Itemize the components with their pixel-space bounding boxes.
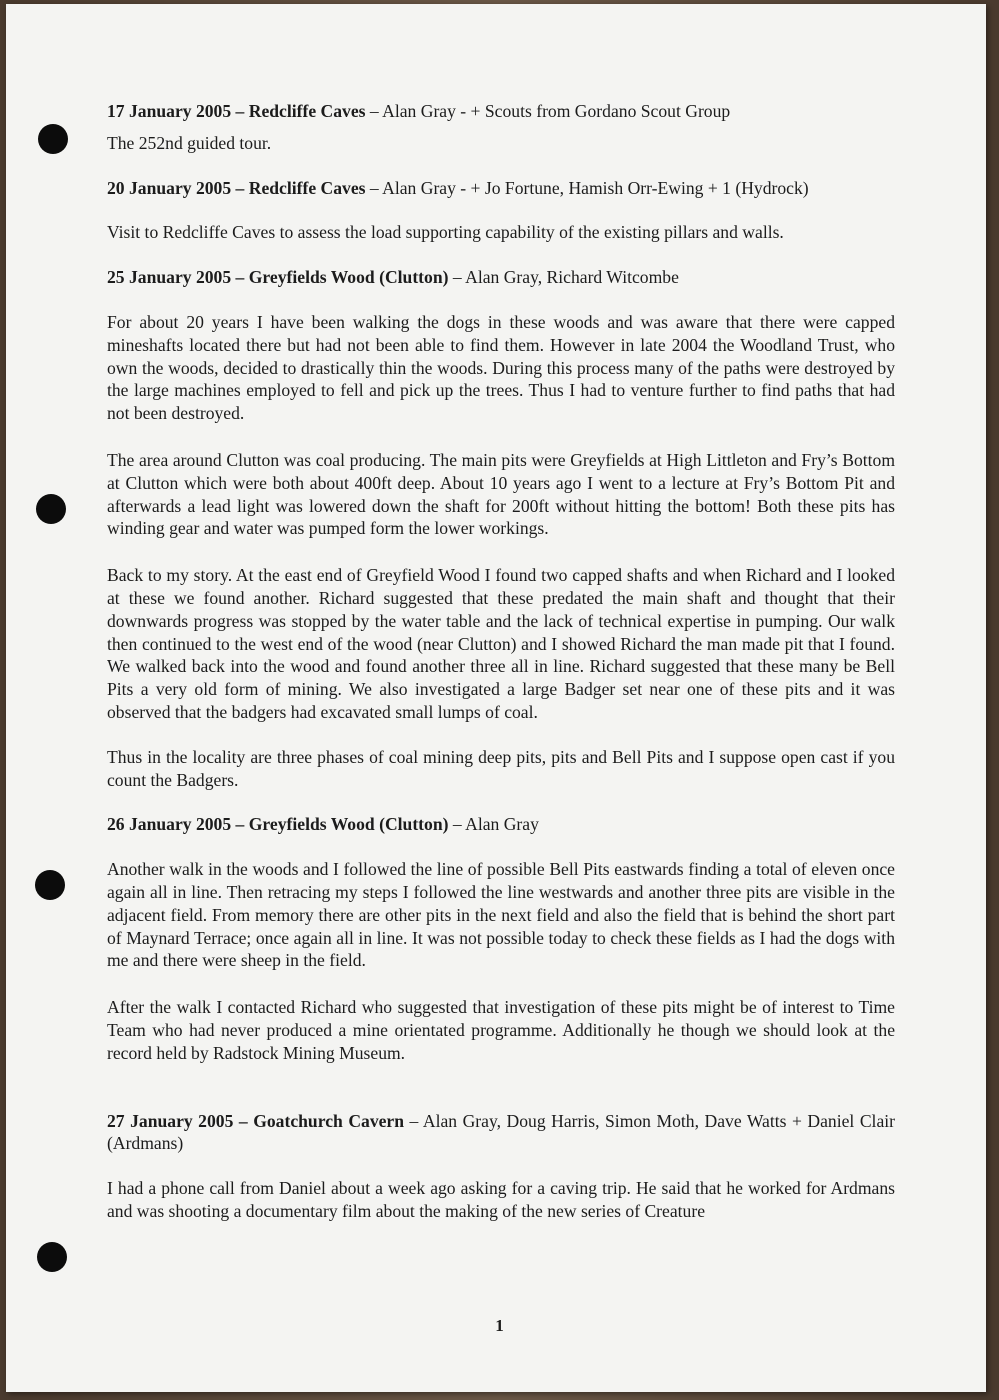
entry-paragraph: Thus in the locality are three phases of coal mining deep pits, pits and Bell Pits and I suppose open cast if you count the Badgers. xyxy=(107,746,895,790)
entry-heading: 25 January 2005 – Greyfields Wood (Clutton) – Alan Gray, Richard Witcombe xyxy=(107,267,679,288)
diary-entry xyxy=(107,100,895,155)
entry-paragraph: Back to my story. At the east end of Greyfield Wood I found two capped shafts and when Richard and I looked at these we found another. Richard suggested that these predated the main shaft and thought that their downwards progress was stopped by the water table and the lack of technical expertise in pumping. Our walk then continued to the west end of the wood (near Clutton) and I showed Richard the man made pit that I found. We walked back into the wood and found another three all in line. Richard suggested that these many be Bell Pits a very old form of mining. We also investigated a large Badger set near one of these pits and it was observed that the badgers had excavated small lumps of coal. xyxy=(107,565,895,722)
entry-paragraph: The area around Clutton was coal producing. The main pits were Greyfields at High Littleton and Fry’s Bottom at Clutton which were both about 400ft deep. About 10 years ago I went to a lecture at Fry’s Bottom Pit and afterwards a lead light was lowered down the shaft for 200ft without hitting the bottom! Both these pits has winding gear and water was pumped form the lower workings. xyxy=(107,449,895,539)
entry-heading: 27 January 2005 – Goatchurch Cavern – Alan Gray, Doug Harris, Simon Moth, Dave Watts + Daniel Clair (Ardmans) xyxy=(107,1110,895,1154)
entry-paragraph: Visit to Redcliffe Caves to assess the load supporting capability of the existing pillars and walls. xyxy=(107,222,784,243)
punch-hole xyxy=(35,870,65,900)
entry-people: – Alan Gray, Richard Witcombe xyxy=(448,267,679,288)
entry-heading: 26 January 2005 – Greyfields Wood (Clutton) – Alan Gray xyxy=(107,814,539,835)
entry-place: Redcliffe Caves xyxy=(248,101,366,121)
entry-people: – Alan Gray xyxy=(448,814,539,835)
entry-paragraph: For about 20 years I have been walking the dogs in these woods and was aware that there were capped mineshafts located there but had not been able to find them. However in late 2004 the Woodland Trust, who own the woods, decided to drastically thin the woods. During this process many of the paths were destroyed by the large machines employed to fell and pick up the trees. Thus I had to venture further to find paths that had not been destroyed. xyxy=(107,311,895,424)
punch-hole xyxy=(37,1242,67,1272)
entry-date: 20 January 2005 xyxy=(107,177,232,198)
diary-entry xyxy=(107,813,895,1064)
document-body xyxy=(107,100,895,1223)
entry-place: Goatchurch Cavern xyxy=(253,1110,405,1131)
entry-people: – Alan Gray - + Jo Fortune, Hamish Orr-Ewing + 1 (Hydrock) xyxy=(365,177,809,198)
entry-date: 25 January 2005 xyxy=(107,267,232,288)
punch-hole xyxy=(36,494,66,524)
entry-date: 17 January 2005 xyxy=(107,101,232,121)
entry-people: – Alan Gray - + Scouts from Gordano Scout Group xyxy=(365,101,731,121)
entry-place: Greyfields Wood (Clutton) xyxy=(248,267,449,288)
entry-paragraph: The 252nd guided tour. xyxy=(107,132,272,153)
entry-paragraph: I had a phone call from Daniel about a week ago asking for a caving trip. He said that he worked for Ardmans and was shooting a documentary film about the making of the new series of Creature xyxy=(107,1178,895,1221)
diary-entry xyxy=(107,1110,895,1223)
entry-date: 26 January 2005 xyxy=(107,814,232,835)
entry-people: – Alan Gray, Doug Harris, Simon Moth, Dave Watts + Daniel Clair (Ardmans) xyxy=(107,1110,895,1154)
entry-date: 27 January 2005 xyxy=(107,1110,234,1131)
diary-entry xyxy=(107,266,895,791)
page-number: 1 xyxy=(495,1316,504,1335)
entry-place: Redcliffe Caves xyxy=(248,177,366,198)
entry-paragraph: Another walk in the woods and I followed the line of possible Bell Pits eastwards finding a total of eleven once again all in line. Then retracing my steps I followed the line westwards and another three pits are visible in the adjacent field. From memory there are other pits in the next field and also the field that is behind the short part of Maynard Terrace; once again all in line. It was not possible today to check these fields as I had the dogs with me and there were sheep in the field. xyxy=(107,859,895,971)
entry-heading: 20 January 2005 – Redcliffe Caves – Alan Gray - + Jo Fortune, Hamish Orr-Ewing + 1 (Hydrock) xyxy=(107,177,809,198)
punch-hole xyxy=(38,124,68,154)
entry-place: Greyfields Wood (Clutton) xyxy=(248,814,449,835)
diary-entry xyxy=(107,177,895,245)
entry-paragraph: After the walk I contacted Richard who suggested that investigation of these pits might be of interest to Time Team who had never produced a mine orientated programme. Additionally he though we should look at the record held by Radstock Mining Museum. xyxy=(107,997,895,1063)
entry-heading: 17 January 2005 – Redcliffe Caves – Alan Gray - + Scouts from Gordano Scout Group xyxy=(107,101,731,121)
